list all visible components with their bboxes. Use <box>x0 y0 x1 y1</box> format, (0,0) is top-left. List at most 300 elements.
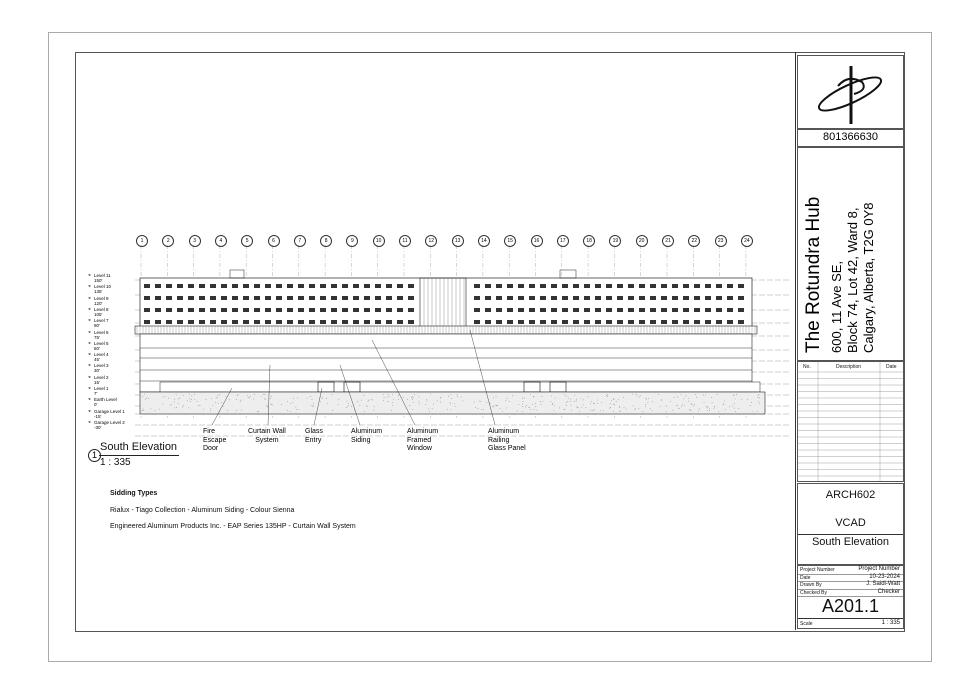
sheet-name: South Elevation <box>811 536 890 548</box>
window <box>309 284 315 288</box>
grid-bubble <box>636 235 648 247</box>
window <box>705 308 711 312</box>
window <box>650 320 656 324</box>
scale-label: Scale <box>800 621 813 627</box>
window <box>342 320 348 324</box>
window <box>188 296 194 300</box>
window <box>551 320 557 324</box>
level-name: Level 1 <box>94 386 109 391</box>
window <box>595 308 601 312</box>
level-head-icon: ◒ <box>88 362 92 369</box>
rev-header-description: Description <box>836 364 862 370</box>
window <box>287 320 293 324</box>
window <box>221 296 227 300</box>
window <box>188 284 194 288</box>
window <box>408 320 414 324</box>
window <box>144 284 150 288</box>
callout-label: Aluminum Siding <box>351 428 383 444</box>
grid-label: 16 <box>533 238 540 244</box>
level-head-icon: ◒ <box>88 351 92 358</box>
window <box>496 308 502 312</box>
sheet-fields <box>797 565 904 629</box>
window <box>199 320 205 324</box>
grid-label: 5 <box>245 238 249 244</box>
grid-label: 24 <box>744 238 750 244</box>
window <box>155 320 161 324</box>
window <box>166 320 172 324</box>
window <box>265 284 271 288</box>
window <box>353 284 359 288</box>
window <box>727 296 733 300</box>
window <box>738 296 744 300</box>
window <box>309 308 315 312</box>
level-name: Level 9 <box>94 295 109 301</box>
window <box>309 296 315 300</box>
level-elevation: 120' <box>94 300 103 306</box>
level-name: Level 4 <box>94 352 109 358</box>
window <box>320 308 326 312</box>
grid-label: 7 <box>298 238 302 244</box>
level-marker <box>88 296 109 306</box>
level-elevation: 135' <box>94 289 103 295</box>
grid-label: 22 <box>691 238 698 244</box>
window <box>331 320 337 324</box>
grid-label: 15 <box>507 238 513 244</box>
window <box>738 308 744 312</box>
course-box <box>797 483 904 565</box>
window <box>254 308 260 312</box>
window <box>683 320 689 324</box>
window <box>672 308 678 312</box>
view-title: South Elevation <box>100 441 178 453</box>
level-marker <box>88 318 109 328</box>
view-title-underline <box>99 455 179 456</box>
window <box>705 284 711 288</box>
level-name: Garage Level 1 <box>94 408 125 414</box>
window <box>309 320 315 324</box>
logo-box <box>797 55 904 130</box>
notes-title: Sidding Types <box>110 490 158 497</box>
grid-bubble <box>662 235 674 247</box>
window <box>617 320 623 324</box>
sheet-number: A201.1 <box>821 596 880 616</box>
window <box>353 308 359 312</box>
level-elevation: 30' <box>94 368 100 374</box>
level-marker <box>88 363 109 373</box>
window <box>265 296 271 300</box>
window <box>177 284 183 288</box>
window <box>628 284 634 288</box>
window <box>606 284 612 288</box>
level-elevation: -30' <box>94 424 102 430</box>
roof-structure <box>230 270 244 278</box>
window <box>276 308 282 312</box>
title-field: Project Number Project Number <box>798 566 903 575</box>
window <box>617 308 623 312</box>
level-marker <box>88 375 109 385</box>
window <box>331 296 337 300</box>
window <box>650 308 656 312</box>
window <box>276 296 282 300</box>
window <box>551 284 557 288</box>
window <box>584 308 590 312</box>
callout-label: Aluminum Framed Window <box>407 428 439 452</box>
grid-label: 17 <box>560 238 566 244</box>
window <box>232 308 238 312</box>
level-marker <box>88 330 109 340</box>
window <box>375 296 381 300</box>
window <box>694 308 700 312</box>
window <box>166 308 172 312</box>
window <box>221 320 227 324</box>
window <box>144 320 150 324</box>
window <box>485 296 491 300</box>
level-elevation: 105' <box>94 311 103 317</box>
window <box>529 308 535 312</box>
window <box>210 296 216 300</box>
callout-label: Glass Entry <box>305 428 323 444</box>
window <box>529 296 535 300</box>
scale-value: 1 : 335 <box>881 620 900 626</box>
window <box>276 284 282 288</box>
level-marker <box>88 397 117 407</box>
level-name: Earth Level <box>94 397 117 403</box>
window <box>364 320 370 324</box>
grid-bubble <box>189 235 201 247</box>
note-2: Engineered Aluminum Products Inc. - EAP Series 135HP - Curtain Wall System <box>110 523 356 530</box>
ground-floor <box>160 382 760 392</box>
window <box>606 320 612 324</box>
window <box>265 320 271 324</box>
window <box>144 308 150 312</box>
window <box>518 320 524 324</box>
window <box>287 296 293 300</box>
grid-bubble <box>557 235 569 247</box>
school-name: VCAD <box>835 517 866 529</box>
window <box>551 296 557 300</box>
grid-label: 6 <box>272 238 275 244</box>
window <box>661 296 667 300</box>
window <box>485 284 491 288</box>
window <box>243 284 249 288</box>
level-name: Level 5 <box>94 340 109 346</box>
window <box>540 308 546 312</box>
window <box>727 284 733 288</box>
callout-label: Curtain Wall System <box>248 428 286 444</box>
window <box>496 296 502 300</box>
window <box>232 320 238 324</box>
window <box>507 308 513 312</box>
window <box>188 308 194 312</box>
window <box>298 296 304 300</box>
window <box>408 296 414 300</box>
window <box>628 308 634 312</box>
grid-label: 13 <box>454 238 461 244</box>
window <box>254 284 260 288</box>
level-name: Level 2 <box>94 374 109 380</box>
revision-rows <box>798 362 903 481</box>
window <box>562 296 568 300</box>
level-marker <box>88 307 109 317</box>
window <box>573 284 579 288</box>
grid-label: 18 <box>586 238 592 244</box>
window <box>694 284 700 288</box>
window <box>353 320 359 324</box>
window <box>639 284 645 288</box>
window <box>364 284 370 288</box>
window <box>155 284 161 288</box>
grid-label: 12 <box>428 238 435 244</box>
window <box>243 296 249 300</box>
grid-label: 8 <box>324 238 328 244</box>
course-code: ARCH602 <box>825 489 876 501</box>
level-name: Level 10 <box>94 284 112 290</box>
window <box>485 320 491 324</box>
window <box>287 308 293 312</box>
grid-label: 3 <box>193 238 196 244</box>
window <box>166 284 172 288</box>
window <box>672 320 678 324</box>
window <box>397 284 403 288</box>
window <box>562 308 568 312</box>
level-head-icon: ◒ <box>88 339 92 346</box>
window <box>661 320 667 324</box>
window <box>507 296 513 300</box>
grid-label: 11 <box>402 238 408 244</box>
grid-bubble <box>715 235 727 247</box>
window <box>210 284 216 288</box>
window <box>320 320 326 324</box>
level-elevation: 7' <box>94 391 98 396</box>
window <box>485 308 491 312</box>
window <box>298 308 304 312</box>
grid-bubble <box>583 235 595 247</box>
rev-header-no: No. <box>803 364 811 370</box>
level-name: Level 3 <box>94 363 109 369</box>
project-info-box <box>797 147 904 361</box>
level-elevation: 60' <box>94 345 100 351</box>
level-marker <box>88 409 125 419</box>
window <box>650 296 656 300</box>
window <box>683 284 689 288</box>
window <box>298 284 304 288</box>
window <box>617 284 623 288</box>
project-name: The Rotundra Hub <box>803 196 824 353</box>
level-name: Level 8 <box>94 306 109 312</box>
window <box>727 308 733 312</box>
level-name: Level 6 <box>94 329 109 335</box>
grid-label: 20 <box>638 238 645 244</box>
window <box>518 296 524 300</box>
window <box>386 296 392 300</box>
grid-label: 21 <box>665 238 671 244</box>
grid-bubble <box>215 235 227 247</box>
window <box>496 284 502 288</box>
window <box>562 320 568 324</box>
grid-label: 19 <box>612 238 619 244</box>
level-elevation: 0' <box>94 402 98 408</box>
level-name: Level 7 <box>94 318 109 324</box>
window <box>232 284 238 288</box>
window <box>496 320 502 324</box>
window <box>298 320 304 324</box>
window <box>595 284 601 288</box>
window <box>386 320 392 324</box>
window <box>342 308 348 312</box>
window <box>221 308 227 312</box>
window <box>573 296 579 300</box>
level-elevation: 75' <box>94 334 100 340</box>
title-field: Date 10-23-2024 <box>798 574 903 583</box>
callout-label: Aluminum Railing Glass Panel <box>488 428 526 452</box>
window <box>375 308 381 312</box>
grid-bubble <box>399 235 411 247</box>
window <box>507 320 513 324</box>
window <box>628 320 634 324</box>
window <box>694 320 700 324</box>
level-name: Level 11 <box>94 273 111 278</box>
grid-bubble <box>136 235 148 247</box>
level-marker <box>88 273 111 283</box>
window <box>320 284 326 288</box>
callout-label: Fire Escape Door <box>203 428 227 452</box>
window <box>683 308 689 312</box>
roof-structure <box>560 270 576 278</box>
window <box>672 296 678 300</box>
level-head-icon: ◒ <box>88 385 92 391</box>
note-1: Rialux - Tiago Collection - Aluminum Siding - Colour Sienna <box>110 507 295 514</box>
window <box>155 308 161 312</box>
grid-bubble <box>478 235 490 247</box>
window <box>562 284 568 288</box>
window <box>639 296 645 300</box>
window <box>155 296 161 300</box>
window <box>199 284 205 288</box>
window <box>386 284 392 288</box>
window <box>474 308 480 312</box>
window <box>573 320 579 324</box>
view-number: 1 <box>91 450 97 460</box>
window <box>199 296 205 300</box>
window <box>716 308 722 312</box>
window <box>529 320 535 324</box>
address-line-1: 600, 11 Ave SE, <box>829 260 844 353</box>
window <box>474 320 480 324</box>
window <box>474 284 480 288</box>
window <box>375 320 381 324</box>
window <box>716 284 722 288</box>
window <box>287 284 293 288</box>
level-head-icon: ◒ <box>88 294 92 301</box>
window <box>331 284 337 288</box>
address-line-2: Block 74, Lot 42, Ward 8, <box>845 207 860 353</box>
address-line-3: Calgary, Alberta, T2G 0Y8 <box>861 202 876 353</box>
window <box>397 320 403 324</box>
window <box>386 308 392 312</box>
window <box>254 320 260 324</box>
window <box>254 296 260 300</box>
window <box>243 308 249 312</box>
level-elevation: 90' <box>94 323 100 329</box>
window <box>727 320 733 324</box>
window <box>595 320 601 324</box>
window <box>584 296 590 300</box>
window <box>232 296 238 300</box>
grid-bubble <box>294 235 306 247</box>
window <box>177 308 183 312</box>
window <box>716 296 722 300</box>
window <box>265 308 271 312</box>
window <box>342 296 348 300</box>
logo-icon <box>798 56 903 129</box>
level-marker <box>88 386 109 396</box>
level-name: Garage Level 2 <box>94 419 125 425</box>
window <box>397 296 403 300</box>
level-head-icon: ◒ <box>88 407 92 414</box>
window <box>738 320 744 324</box>
window <box>650 284 656 288</box>
window <box>507 284 513 288</box>
window <box>584 284 590 288</box>
window <box>716 320 722 324</box>
window <box>364 308 370 312</box>
window <box>166 296 172 300</box>
grid-label: 10 <box>375 238 382 244</box>
window <box>573 308 579 312</box>
window <box>276 320 282 324</box>
grid-label: 9 <box>351 238 354 244</box>
level-head-icon: ◒ <box>88 283 92 290</box>
grid-bubble <box>741 235 753 247</box>
window <box>210 308 216 312</box>
window <box>595 296 601 300</box>
window <box>639 308 645 312</box>
title-field: Checked By Checker <box>798 589 903 598</box>
level-marker <box>88 420 125 430</box>
window <box>408 308 414 312</box>
level-elevation: -15' <box>94 413 102 419</box>
window <box>540 284 546 288</box>
window <box>518 284 524 288</box>
window <box>705 320 711 324</box>
grid-bubble <box>531 235 543 247</box>
grid-label: 4 <box>219 238 223 244</box>
window <box>540 320 546 324</box>
window <box>210 320 216 324</box>
window <box>705 296 711 300</box>
level-head-icon: ◒ <box>88 272 92 278</box>
level-marker <box>88 341 109 351</box>
window <box>738 284 744 288</box>
window <box>144 296 150 300</box>
level-head-icon: ◒ <box>88 328 92 335</box>
level-head-icon: ◒ <box>88 396 92 403</box>
title-field: Drawn By J. Saidi-Watt <box>798 581 903 590</box>
grid-bubble <box>268 235 280 247</box>
window <box>606 308 612 312</box>
level-head-icon: ◒ <box>88 317 92 324</box>
window <box>661 308 667 312</box>
level-marker <box>88 352 109 362</box>
window <box>683 296 689 300</box>
window <box>397 308 403 312</box>
level-head-icon: ◒ <box>88 373 92 380</box>
window <box>342 284 348 288</box>
below-grade-fill <box>140 392 765 414</box>
window <box>606 296 612 300</box>
window <box>320 296 326 300</box>
level-head-icon: ◒ <box>88 418 92 425</box>
